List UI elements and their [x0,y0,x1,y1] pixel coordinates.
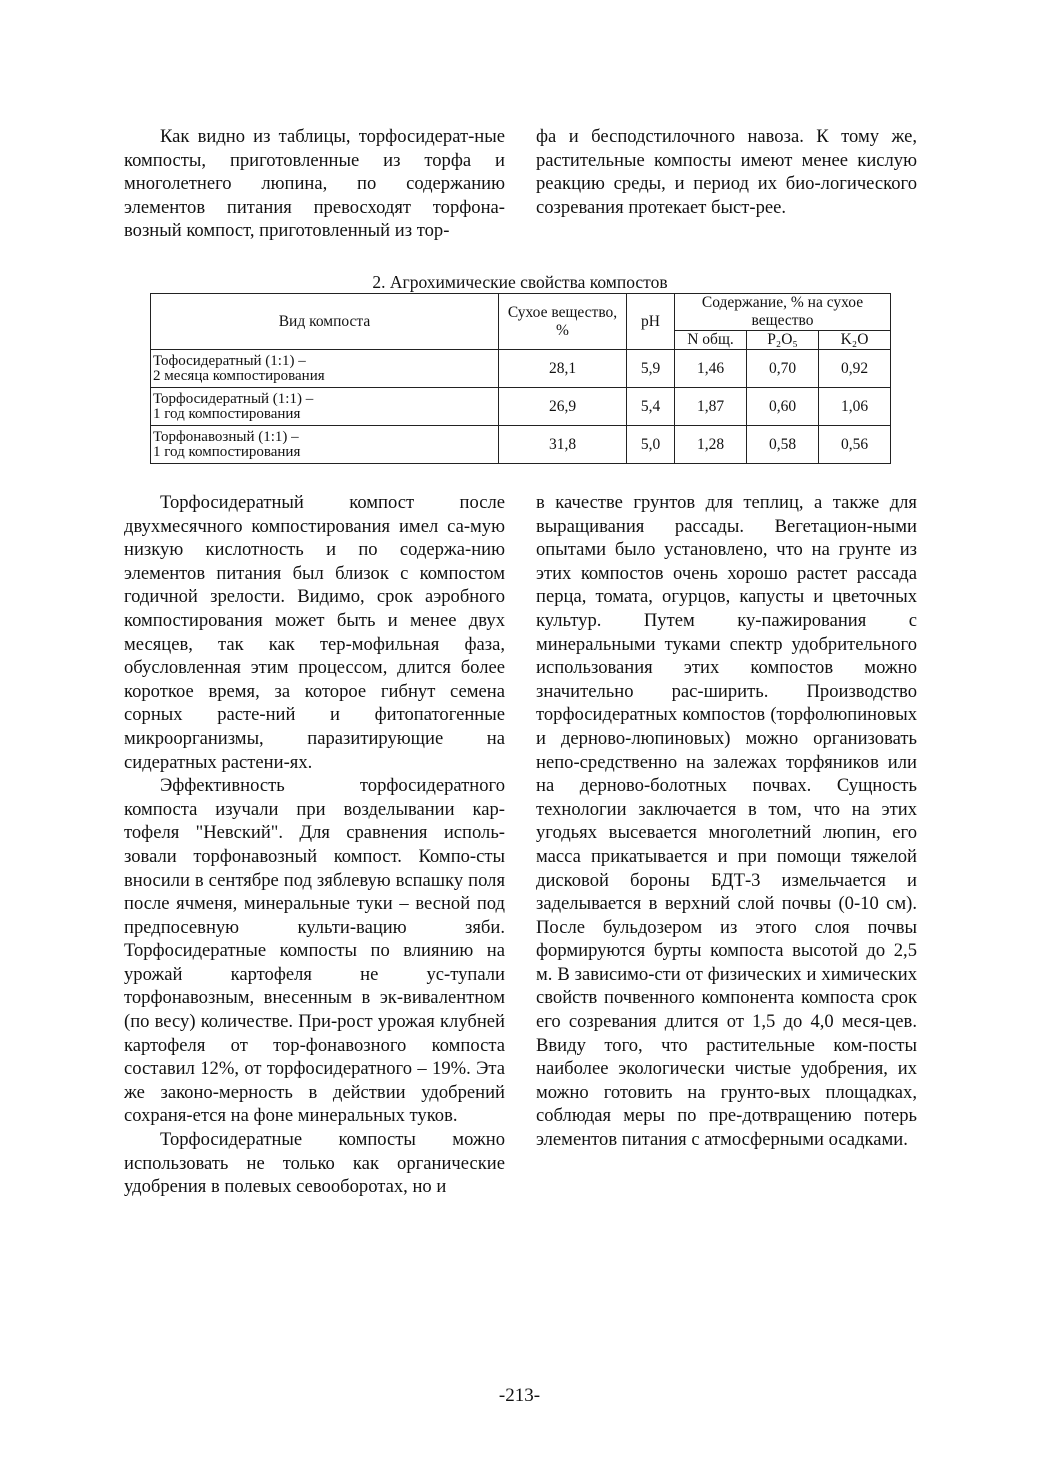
cell-n: 1,46 [675,350,747,388]
cell-type: Торфонавозный (1:1) – 1 год компостирования [151,426,499,464]
cell-k2o: 1,06 [819,388,891,426]
paragraph: Как видно из таблицы, торфосидерат-ные компосты, приготовленные из торфа и многолетнего люпина, по содержанию элементов питания превосходят торфона-возный компост, приготовленный из тор- [124,126,505,242]
paragraph: фа и бесподстилочного навоза. К тому же, растительные компосты имеют менее кислую реакцию среды, и период их био-логического созревания протекает быст-рее. [536,126,917,218]
cell-ph: 5,9 [627,350,675,388]
header-dry-matter: Сухое вещество, % [499,294,627,350]
header-type: Вид компоста [151,294,499,350]
page-number: -213- [498,1385,541,1406]
cell-dry: 26,9 [499,388,627,426]
cell-p2o5: 0,60 [747,388,819,426]
header-ph: pH [627,294,675,350]
cell-type: Тофосидератный (1:1) – 2 месяца компостирования [151,350,499,388]
cell-n: 1,28 [675,426,747,464]
cell-k2o: 0,56 [819,426,891,464]
body-column-right [536,491,917,1152]
compost-properties-table [150,293,891,464]
header-n: N общ. [675,331,747,350]
paragraph: Торфосидератные компосты можно использовать не только как органические удобрения в полевых севооборотах, но и [124,1129,505,1198]
paragraph: Торфосидератный компост после двухмесячного компостирования имел са-мую низкую кислотность и по содержа-нию элементов питания был близок с компостом годичной зрелости. Видимо, срок аэробного компостирования может быть и менее двух месяцев, так как тер-мофильная фаза, обусловленная этим процессом, длится более короткое время, за которое гибнут семена сорных расте-ний и фитопатогенные микроорганизмы, паразитирующие на сидератных растени-ях. [124,492,505,773]
header-p2o5: P₂O₅ [747,331,819,350]
intro-column-left [124,125,505,243]
paragraph: Эффективность торфосидератного компоста изучали при возделывании кар-тофеля "Невский". Для сравнения исполь-зовали торфонавозный компост. Компо-сты вносили в сентябре под зяблевую вспашку поля после ячменя, минеральные туки – весной под предпосевную культи-вацию зяби. Торфосидератные компосты по влиянию на урожай картофеля не ус-тупали торфонавозным, внесенным в эк-вивалентном (по весу) количестве. При-рост урожая клубней картофеля от тор-фонавозного компоста составил 12%, от торфосидератного – 19%. Эта же законо-мерность в действии удобрений сохраня-ется на фоне минеральных туков. [124,775,505,1127]
cell-p2o5: 0,70 [747,350,819,388]
table-row [151,426,891,464]
body-column-left [124,491,505,1199]
header-k2o: K₂O [819,331,891,350]
cell-k2o: 0,92 [819,350,891,388]
header-content: Содержание, % на сухое вещество [675,294,891,331]
cell-dry: 28,1 [499,350,627,388]
cell-type: Торфосидератный (1:1) – 1 год компостирования [151,388,499,426]
cell-dry: 31,8 [499,426,627,464]
intro-column-right [536,125,917,219]
table-row [151,350,891,388]
cell-p2o5: 0,58 [747,426,819,464]
paragraph: в качестве грунтов для теплиц, а также для выращивания рассады. Вегетацион-ными опытами было установлено, что на грунте из этих компостов очень хорошо растет рассада перца, томата, огурцов, капусты и цветочных культур. Путем ку-пажирования с минеральными туками спектр удобрительного использования этих компостов можно значительно рас-ширить. Производство торфосидератных компостов (торфолюпиновых и дерново-люпиновых) можно организовать непо-средственно на залежах торфяников или на дерново-болотных почвах. Сущность технологии заключается в том, что на этих угодьях высевается многолетний люпин, его масса прикатывается и при помощи тяжелой дисковой бороны БДТ-3 измельчается и заделывается в верхний слой почвы (0-10 см). После бульдозером из этого слоя почвы формируются бурты компоста высотой до 2,5 м. В зависимо-сти от физических и химических свойств почвенного компонента компоста срок его созревания длится от 1,5 до 4,0 меся-цев. Ввиду того, что растительные ком-посты наиболее экологически чистые удобрения, их можно готовить на грунто-вых площадках, соблюдая меры по пре-дотвращению потерь элементов питания с атмосферными осадками. [536,492,917,1151]
table-caption: 2. Агрохимические свойства компостов [372,272,668,292]
cell-ph: 5,0 [627,426,675,464]
table-row [151,388,891,426]
cell-n: 1,87 [675,388,747,426]
cell-ph: 5,4 [627,388,675,426]
